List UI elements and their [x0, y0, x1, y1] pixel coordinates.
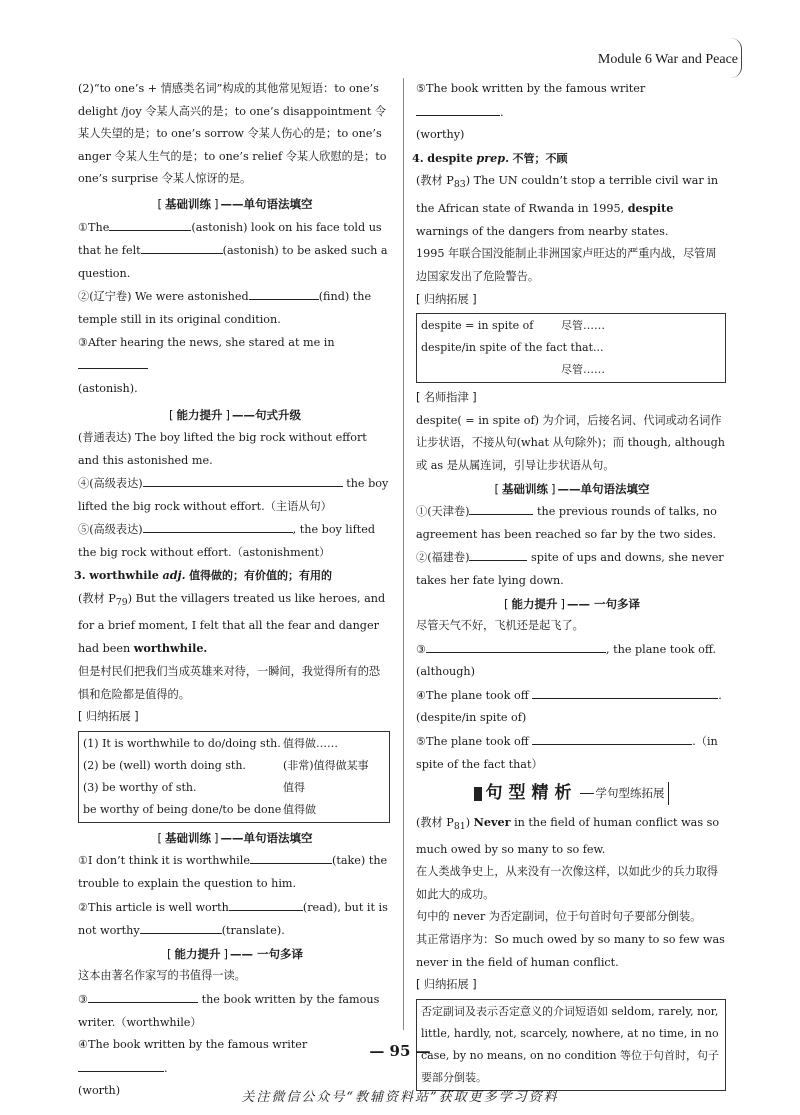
exercise-item — [416, 546, 726, 592]
section-tag: [ 基础训练 ] — [493, 478, 558, 501]
section-subtitle: ——句式升级 — [232, 408, 301, 423]
item-text: the previous rounds of talks, no agreement has been reached so far by the two sides. — [416, 505, 717, 541]
box-row: 尽管…… — [561, 363, 605, 377]
item-text: .（in spite of the fact that） — [416, 735, 718, 771]
item-hint: (despite/in spite of) — [416, 711, 527, 725]
source-text: The UN couldn’t stop a terrible civil war in the African state of Rwanda in 1995, — [416, 174, 719, 216]
entry-heading — [412, 147, 726, 171]
box-text: 尽管…… — [561, 319, 605, 333]
table-cell: (1) It is worthwhile to do/doing sth. — [83, 736, 281, 750]
answer-blank[interactable] — [88, 988, 198, 1003]
entry-definition: 不管；不顾 — [512, 151, 568, 165]
source-page: 83 — [453, 179, 466, 191]
column-divider — [403, 78, 404, 1030]
explanation: 句中的 never 为否定副词，位于句首时句子要部分倒装。 — [416, 910, 702, 924]
section-subtitle: —— 一句多译 — [566, 596, 640, 611]
sub-tag — [416, 289, 726, 312]
answer-blank[interactable] — [229, 896, 303, 911]
section-tag: [ 能力提升 ] — [167, 404, 232, 427]
banner-line — [580, 793, 594, 794]
item-text: the boy lifted the big rock without effort.（主语从句） — [78, 477, 389, 513]
section-heading — [78, 943, 390, 966]
table-cell: 值得做 — [283, 802, 316, 816]
item-text: (find) the temple still in its original condition. — [78, 290, 372, 326]
item-hint: (although) — [416, 665, 475, 679]
entry-pos: prep. — [476, 150, 509, 165]
exercise-item — [78, 332, 390, 401]
table-cell: 值得做…… — [283, 736, 338, 750]
entry-number: 3. — [74, 568, 86, 583]
answer-blank[interactable] — [143, 518, 293, 533]
section-tag: [ 基础训练 ] — [156, 193, 221, 216]
source-label: (教材 P — [416, 174, 454, 188]
item-text: (astonish) to be asked such a question. — [78, 244, 388, 280]
source-text: in the field of human conflict was so much owed by so many to so few. — [416, 815, 720, 856]
exercise-item — [78, 285, 390, 331]
entry-word: worthwhile — [89, 568, 159, 583]
entry-definition: 值得做的；有价值的；有用的 — [189, 569, 333, 583]
section-heading — [78, 827, 390, 850]
item-text: ②(辽宁卷) We were astonished — [78, 290, 249, 304]
item-text: . — [500, 105, 504, 119]
answer-blank[interactable] — [143, 472, 343, 487]
sub-tag-label: [ 名师指津 ] — [416, 391, 477, 404]
source-sentence — [416, 811, 726, 861]
item-text: ⑤The book written by the famous writer — [416, 82, 646, 95]
sub-tag-label: [ 归纳拓展 ] — [416, 293, 477, 306]
answer-blank[interactable] — [469, 500, 533, 515]
source-label: ) — [127, 592, 133, 606]
item-text: , the plane took off. — [606, 642, 716, 656]
exercise-item — [78, 518, 390, 564]
table-cell: be worthy of being done/to be done — [83, 802, 282, 816]
summary-box: 否定副词及表示否定意义的介词短语如 seldom, rarely, nor, little, hardly, not, scarcely, nowhere, at no time, in no case, by no means, on no condition 等位于句首时，句子要部分倒装。 — [416, 999, 726, 1091]
item-text: ③ — [416, 642, 427, 656]
exercise-item — [78, 849, 390, 895]
exercise-item — [416, 730, 726, 776]
source-text: But the villagers treated us like heroes, and for a brief moment, I felt that all the fear and danger had been — [78, 592, 386, 656]
table-row — [83, 777, 385, 799]
box-row — [421, 315, 721, 337]
page-header: Module 6 War and Peace — [597, 52, 738, 67]
source-keyword: Never — [473, 814, 511, 829]
section-tag: [ 能力提升 ] — [502, 593, 567, 616]
item-text: . — [164, 1061, 168, 1075]
item-text: ⑤The plane took off — [416, 735, 529, 749]
source-label: (教材 P — [78, 592, 116, 606]
entry-number: 4. — [412, 150, 424, 165]
table-cell: 值得 — [283, 780, 305, 794]
table-cell: (2) be (well) worth doing sth. — [83, 758, 246, 772]
exercise-item — [78, 988, 390, 1034]
answer-blank[interactable] — [78, 354, 148, 369]
answer-blank[interactable] — [426, 638, 606, 653]
item-text: ①The — [78, 220, 110, 234]
item-text: ①I don’t think it is worthwhile — [78, 854, 250, 868]
explanation: 其正常语序为：So much owed by so many to so few was never in the field of human conflict. — [416, 933, 725, 969]
sub-tag — [416, 974, 726, 997]
section-subtitle: —— 一句多译 — [229, 946, 303, 961]
source-label: ) — [465, 174, 471, 188]
banner-subtitle: 学句型练拓展 — [596, 782, 669, 805]
exercise-item — [78, 896, 390, 943]
section-banner — [416, 782, 726, 805]
item-text: . — [718, 688, 722, 702]
answer-blank[interactable] — [109, 216, 191, 231]
entry-pos: adj. — [162, 568, 186, 583]
source-sentence — [416, 170, 726, 243]
table-cell: (非常)值得做某事 — [283, 758, 369, 772]
section-heading — [416, 478, 726, 501]
exercise-item — [416, 638, 726, 684]
left-column — [74, 78, 390, 1103]
translation: 1995 年联合国没能制止非洲国家卢旺达的严重内战，尽管周边国家发出了危险警告。 — [416, 247, 717, 283]
sub-tag — [416, 387, 726, 410]
item-hint: (worth) — [78, 1084, 121, 1098]
table-cell: (3) be worthy of sth. — [83, 780, 197, 794]
answer-blank[interactable] — [250, 849, 332, 864]
entry-word: despite — [427, 150, 473, 165]
item-text: , the boy lifted the big rock without effort.（astonishment） — [78, 523, 376, 559]
exercise-prompt: 尽管天气不好，飞机还是起飞了。 — [416, 619, 584, 633]
item-hint: (worthy) — [416, 128, 465, 142]
item-text: (read), but it is not worthy — [78, 900, 388, 938]
section-tag: [ 能力提升 ] — [165, 943, 230, 966]
table-row — [83, 755, 385, 777]
section-tag: [ 基础训练 ] — [156, 827, 221, 850]
banner-marker-icon — [474, 787, 482, 801]
section-subtitle: ——单句语法填空 — [220, 196, 313, 211]
sub-tag-label: [ 归纳拓展 ] — [416, 978, 477, 991]
exercise-prompt: 这本由著名作家写的书值得一读。 — [78, 969, 246, 983]
item-text: (take) the trouble to explain the question to him. — [78, 854, 388, 891]
item-text: (astonish). — [78, 381, 138, 395]
section-heading — [416, 593, 726, 616]
source-label: (教材 P — [416, 815, 454, 829]
source-page: 79 — [115, 597, 128, 609]
item-text: ⑤(高级表达) — [78, 523, 143, 537]
item-text: ④The book written by the famous writer — [78, 1038, 308, 1052]
item-text: the book written by the famous writer.（worthwhile） — [78, 993, 380, 1029]
box-row: despite/in spite of the fact that... — [421, 341, 604, 355]
answer-blank[interactable] — [249, 285, 319, 300]
right-column — [412, 78, 726, 1095]
item-text: ③ — [78, 993, 89, 1007]
answer-blank[interactable] — [469, 546, 527, 561]
section-subtitle: ——单句语法填空 — [220, 830, 313, 845]
item-text: ③After hearing the news, she stared at me in — [78, 335, 335, 349]
note-paragraph: (2)“to one’s + 情感类名词”构成的其他常见短语：to one’s delight /joy 令某人高兴的是；to one’s disappointment 令某人失望的是；to one’s sorrow 令某人伤心的是；to one’s anger 令某人生气的是；to one’s relief 令某人欣慰的是；to one’s surprise 令某人惊讶的是。 — [78, 82, 387, 186]
entry-heading — [74, 564, 390, 588]
banner-title: 句型精析 — [485, 783, 578, 804]
table-row — [83, 733, 385, 755]
item-text: spite of ups and downs, she never takes her fate lying down. — [416, 551, 724, 587]
source-label: ) — [465, 815, 471, 829]
answer-blank[interactable] — [141, 239, 223, 254]
item-text: ④The plane took off — [416, 688, 529, 702]
section-heading — [78, 404, 390, 427]
item-text: (translate). — [221, 924, 285, 938]
answer-blank[interactable] — [532, 684, 718, 699]
answer-blank[interactable] — [140, 919, 222, 934]
translation: 但是村民们把我们当成英雄来对待，一瞬间，我觉得所有的恐惧和危险都是值得的。 — [78, 665, 381, 701]
item-text: (astonish) look on his face told us that he felt — [78, 220, 382, 258]
answer-blank[interactable] — [416, 101, 500, 116]
source-keyword: despite — [627, 201, 674, 216]
exercise-item — [78, 472, 390, 518]
sub-tag-label: [ 归纳拓展 ] — [78, 710, 139, 723]
exercise-item — [416, 684, 726, 730]
item-text: ④(高级表达) — [78, 477, 143, 491]
exercise-intro: (普通表达) The boy lifted the big rock without effort and this astonished me. — [78, 430, 367, 467]
sub-tag — [78, 706, 390, 729]
answer-blank[interactable] — [532, 730, 692, 745]
box-text: despite = in spite of — [421, 319, 534, 333]
section-heading — [78, 193, 390, 216]
teacher-note: despite( = in spite of) 为介词，后接名词、代词或动名词作让步状语，不接从句(what 从句除外)；而 though, although 或 as 是从属连词，引导让步状语从句。 — [416, 413, 725, 472]
exercise-item — [416, 78, 726, 147]
exercise-item — [416, 500, 726, 546]
source-page: 81 — [453, 821, 466, 833]
item-text: ②(福建卷) — [416, 551, 470, 565]
source-sentence — [78, 588, 390, 661]
summary-box — [416, 313, 726, 383]
page-number: — 95 — — [369, 1042, 431, 1060]
exercise-item — [78, 216, 390, 286]
item-text: ①(天津卷) — [416, 505, 470, 519]
table-row — [83, 799, 385, 821]
summary-table — [78, 731, 390, 823]
translation: 在人类战争史上，从来没有一次像这样，以如此少的兵力取得如此大的成功。 — [416, 865, 719, 901]
footer-note: 关注微信公众号“教辅资料站”获取更多学习资料 — [241, 1090, 559, 1105]
section-subtitle: ——单句语法填空 — [557, 481, 650, 496]
source-text: warnings of the dangers from nearby states. — [416, 224, 669, 238]
item-text: ②This article is well worth — [78, 900, 229, 914]
source-keyword: worthwhile. — [133, 641, 208, 656]
